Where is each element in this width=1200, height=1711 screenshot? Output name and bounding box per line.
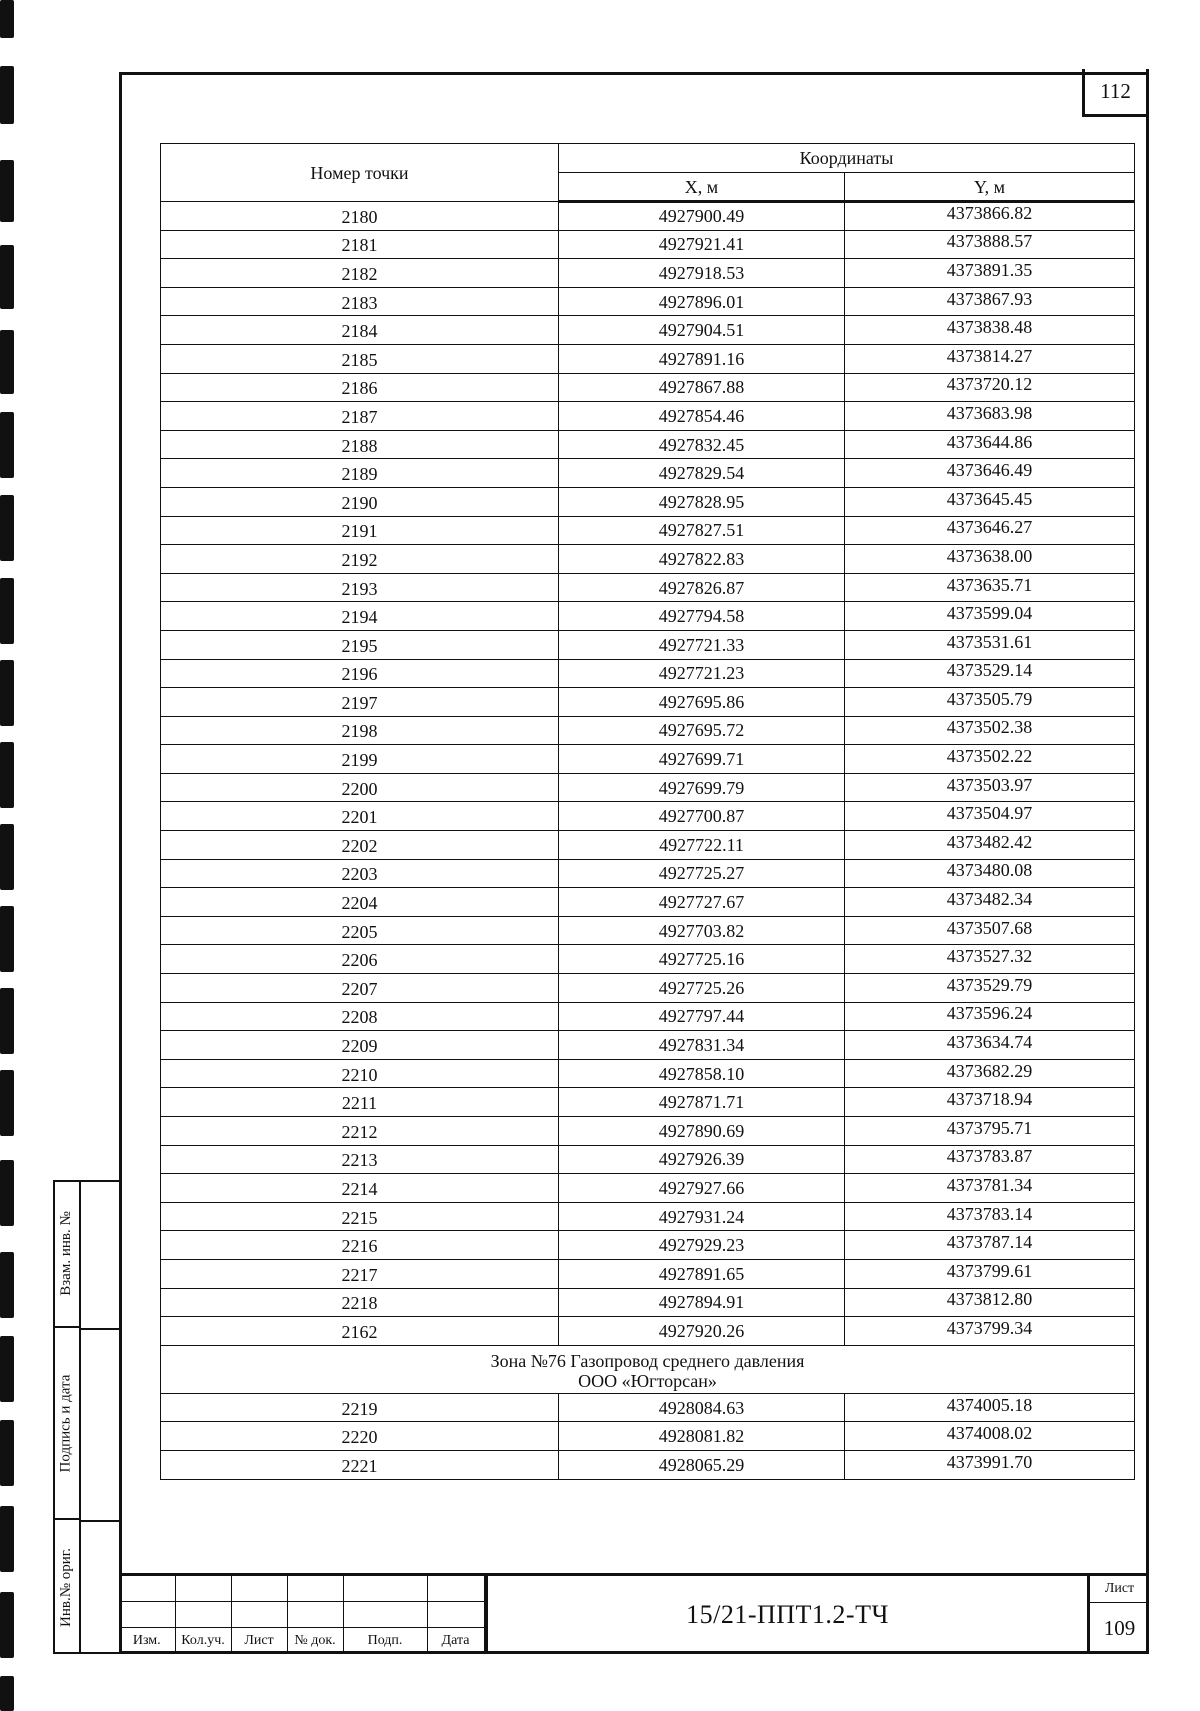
table-row — [161, 859, 1135, 888]
point-number-cell: 2214 — [161, 1174, 559, 1203]
y-coordinate-cell: 4373783.14 — [845, 1202, 1135, 1231]
y-coordinate-cell: 4373812.80 — [845, 1288, 1135, 1317]
x-coordinate-cell: 4927703.82 — [559, 916, 845, 945]
sheet-number: 109 — [1103, 1616, 1136, 1640]
point-number-cell: 2205 — [161, 916, 559, 945]
point-number-cell: 2194 — [161, 602, 559, 631]
point-number-cell: 2181 — [161, 230, 559, 259]
x-coordinate-cell: 4927829.54 — [559, 459, 845, 488]
x-coordinate-cell: 4927900.49 — [559, 202, 845, 231]
y-coordinate-cell: 4373644.86 — [845, 430, 1135, 459]
y-coordinate-cell: 4373787.14 — [845, 1231, 1135, 1260]
header-x: X, м — [559, 173, 845, 202]
x-coordinate-cell: 4927695.86 — [559, 688, 845, 717]
point-number-cell: 2218 — [161, 1288, 559, 1317]
point-number-cell: 2180 — [161, 202, 559, 231]
table-row — [161, 659, 1135, 688]
x-coordinate-cell: 4927926.39 — [559, 1145, 845, 1174]
point-number-cell: 2208 — [161, 1002, 559, 1031]
x-coordinate-cell: 4927831.34 — [559, 1031, 845, 1060]
x-coordinate-cell: 4927699.79 — [559, 773, 845, 802]
table-row — [161, 974, 1135, 1003]
x-coordinate-cell: 4927891.65 — [559, 1259, 845, 1288]
table-row — [161, 716, 1135, 745]
margin-original-inv — [53, 1520, 81, 1654]
sheet-label: Лист — [1090, 1576, 1149, 1603]
table-row — [161, 1117, 1135, 1146]
point-number-cell: 2207 — [161, 974, 559, 1003]
x-coordinate-cell: 4927725.27 — [559, 859, 845, 888]
table-row — [161, 1393, 1135, 1422]
title-block-grid — [119, 1576, 485, 1654]
point-number-cell: 2215 — [161, 1202, 559, 1231]
y-coordinate-cell: 4373529.79 — [845, 974, 1135, 1003]
point-number-cell: 2216 — [161, 1231, 559, 1260]
coordinates-table — [160, 143, 1135, 1480]
table-row — [161, 602, 1135, 631]
y-coordinate-cell: 4373531.61 — [845, 630, 1135, 659]
point-number-cell: 2209 — [161, 1031, 559, 1060]
table-row — [161, 1174, 1135, 1203]
point-number-cell: 2196 — [161, 659, 559, 688]
x-coordinate-cell: 4927927.66 — [559, 1174, 845, 1203]
y-coordinate-cell: 4373838.48 — [845, 316, 1135, 345]
table-row — [161, 459, 1135, 488]
header-coordinates: Координаты — [559, 144, 1135, 173]
x-coordinate-cell: 4927904.51 — [559, 316, 845, 345]
y-coordinate-cell: 4373646.49 — [845, 459, 1135, 488]
table-row — [161, 230, 1135, 259]
y-coordinate-cell: 4373529.14 — [845, 659, 1135, 688]
table-row — [161, 1088, 1135, 1117]
y-coordinate-cell: 4373891.35 — [845, 259, 1135, 288]
tb-col-izm: Изм. — [119, 1628, 175, 1655]
y-coordinate-cell: 4373795.71 — [845, 1117, 1135, 1146]
point-number-cell: 2191 — [161, 516, 559, 545]
table-row — [161, 888, 1135, 917]
x-coordinate-cell: 4927695.72 — [559, 716, 845, 745]
x-coordinate-cell: 4927822.83 — [559, 545, 845, 574]
table-row — [161, 1002, 1135, 1031]
y-coordinate-cell: 4373781.34 — [845, 1174, 1135, 1203]
y-coordinate-cell: 4373634.74 — [845, 1031, 1135, 1060]
table-row — [161, 573, 1135, 602]
y-coordinate-cell: 4373502.22 — [845, 745, 1135, 774]
x-coordinate-cell: 4927722.11 — [559, 831, 845, 860]
y-coordinate-cell: 4373596.24 — [845, 1002, 1135, 1031]
y-coordinate-cell: 4373682.29 — [845, 1059, 1135, 1088]
y-coordinate-cell: 4373646.27 — [845, 516, 1135, 545]
x-coordinate-cell: 4927828.95 — [559, 487, 845, 516]
point-number-cell: 2199 — [161, 745, 559, 774]
point-number-cell: 2202 — [161, 831, 559, 860]
point-number-cell: 2198 — [161, 716, 559, 745]
table-row — [161, 259, 1135, 288]
table-row — [161, 202, 1135, 231]
tb-col-data: Дата — [427, 1628, 484, 1655]
table-row — [161, 287, 1135, 316]
margin-replacement-inv — [53, 1180, 81, 1328]
x-coordinate-cell: 4927727.67 — [559, 888, 845, 917]
x-coordinate-cell: 4927894.91 — [559, 1288, 845, 1317]
y-coordinate-cell: 4373799.34 — [845, 1317, 1135, 1346]
table-row — [161, 745, 1135, 774]
table-row — [161, 916, 1135, 945]
table-row — [161, 430, 1135, 459]
point-number-cell: 2187 — [161, 402, 559, 431]
x-coordinate-cell: 4927858.10 — [559, 1059, 845, 1088]
x-coordinate-cell: 4927826.87 — [559, 573, 845, 602]
point-number-cell: 2219 — [161, 1393, 559, 1422]
table-row — [161, 1202, 1135, 1231]
title-block — [119, 1573, 1149, 1654]
y-coordinate-cell: 4373866.82 — [845, 202, 1135, 231]
point-number-cell: 2213 — [161, 1145, 559, 1174]
table-row — [161, 1317, 1135, 1346]
x-coordinate-cell: 4927700.87 — [559, 802, 845, 831]
point-number-cell: 2212 — [161, 1117, 559, 1146]
tb-col-kol-uch: Кол.уч. — [175, 1628, 231, 1655]
table-row — [161, 831, 1135, 860]
y-coordinate-cell: 4373635.71 — [845, 573, 1135, 602]
table-row — [161, 487, 1135, 516]
margin-original-inv-label: Инв.№ ориг. — [57, 1547, 74, 1627]
point-number-cell: 2183 — [161, 287, 559, 316]
x-coordinate-cell: 4928065.29 — [559, 1450, 845, 1479]
y-coordinate-cell: 4373991.70 — [845, 1450, 1135, 1479]
table-row — [161, 1145, 1135, 1174]
zone-title-line1: Зона №76 Газопровод среднего давления — [490, 1350, 805, 1371]
y-coordinate-cell: 4373503.97 — [845, 773, 1135, 802]
x-coordinate-cell: 4927794.58 — [559, 602, 845, 631]
margin-replacement-inv-label: Взам. инв. № — [57, 1210, 74, 1296]
table-row — [161, 316, 1135, 345]
table-row — [161, 1059, 1135, 1088]
y-coordinate-cell: 4373505.79 — [845, 688, 1135, 717]
point-number-cell: 2184 — [161, 316, 559, 345]
table-row — [161, 545, 1135, 574]
table-row — [161, 688, 1135, 717]
x-coordinate-cell: 4928081.82 — [559, 1422, 845, 1451]
table-row — [161, 373, 1135, 402]
x-coordinate-cell: 4927721.23 — [559, 659, 845, 688]
zone-title — [161, 1345, 1135, 1393]
x-coordinate-cell: 4927918.53 — [559, 259, 845, 288]
table-row — [161, 945, 1135, 974]
table-row — [161, 802, 1135, 831]
table-row — [161, 1450, 1135, 1479]
point-number-cell: 2221 — [161, 1450, 559, 1479]
point-number-cell: 2201 — [161, 802, 559, 831]
y-coordinate-cell: 4373527.32 — [845, 945, 1135, 974]
point-number-cell: 2206 — [161, 945, 559, 974]
zone-row — [161, 1345, 1135, 1393]
x-coordinate-cell: 4927867.88 — [559, 373, 845, 402]
x-coordinate-cell: 4927725.26 — [559, 974, 845, 1003]
y-coordinate-cell: 4373645.45 — [845, 487, 1135, 516]
point-number-cell: 2204 — [161, 888, 559, 917]
y-coordinate-cell: 4373718.94 — [845, 1088, 1135, 1117]
x-coordinate-cell: 4927931.24 — [559, 1202, 845, 1231]
y-coordinate-cell: 4373482.34 — [845, 888, 1135, 917]
x-coordinate-cell: 4927896.01 — [559, 287, 845, 316]
table-row — [161, 344, 1135, 373]
y-coordinate-cell: 4373867.93 — [845, 287, 1135, 316]
table-row — [161, 402, 1135, 431]
zone-title-line2: ООО «Югторсан» — [578, 1371, 717, 1392]
point-number-cell: 2162 — [161, 1317, 559, 1346]
y-coordinate-cell: 4373799.61 — [845, 1259, 1135, 1288]
x-coordinate-cell: 4927797.44 — [559, 1002, 845, 1031]
point-number-cell: 2203 — [161, 859, 559, 888]
y-coordinate-cell: 4373638.00 — [845, 545, 1135, 574]
y-coordinate-cell: 4373504.97 — [845, 802, 1135, 831]
y-coordinate-cell: 4373599.04 — [845, 602, 1135, 631]
x-coordinate-cell: 4927920.26 — [559, 1317, 845, 1346]
rows-before-zone — [161, 202, 1135, 1346]
y-coordinate-cell: 4373888.57 — [845, 230, 1135, 259]
table-row — [161, 773, 1135, 802]
point-number-cell: 2185 — [161, 344, 559, 373]
y-coordinate-cell: 4373502.38 — [845, 716, 1135, 745]
point-number-cell: 2182 — [161, 259, 559, 288]
point-number-cell: 2217 — [161, 1259, 559, 1288]
x-coordinate-cell: 4928084.63 — [559, 1393, 845, 1422]
margin-divider-1 — [81, 1328, 119, 1330]
point-number-cell: 2189 — [161, 459, 559, 488]
y-coordinate-cell: 4373683.98 — [845, 402, 1135, 431]
table-row — [161, 1259, 1135, 1288]
margin-divider-2 — [81, 1520, 119, 1522]
y-coordinate-cell: 4374008.02 — [845, 1422, 1135, 1451]
y-coordinate-cell: 4373720.12 — [845, 373, 1135, 402]
point-number-cell: 2188 — [161, 430, 559, 459]
x-coordinate-cell: 4927891.16 — [559, 344, 845, 373]
x-coordinate-cell: 4927921.41 — [559, 230, 845, 259]
table-row — [161, 1288, 1135, 1317]
point-number-cell: 2190 — [161, 487, 559, 516]
margin-signature-date-label: Подпись и дата — [57, 1374, 74, 1472]
x-coordinate-cell: 4927725.16 — [559, 945, 845, 974]
point-number-cell: 2200 — [161, 773, 559, 802]
x-coordinate-cell: 4927832.45 — [559, 430, 845, 459]
table-row — [161, 630, 1135, 659]
y-coordinate-cell: 4373507.68 — [845, 916, 1135, 945]
margin-signature-date — [53, 1328, 81, 1520]
header-point-number: Номер точки — [161, 144, 559, 202]
table-row — [161, 1422, 1135, 1451]
point-number-cell: 2193 — [161, 573, 559, 602]
y-coordinate-cell: 4373814.27 — [845, 344, 1135, 373]
y-coordinate-cell: 4374005.18 — [845, 1393, 1135, 1422]
rows-after-zone — [161, 1393, 1135, 1479]
y-coordinate-cell: 4373482.42 — [845, 831, 1135, 860]
x-coordinate-cell: 4927871.71 — [559, 1088, 845, 1117]
table-row — [161, 1231, 1135, 1260]
point-number-cell: 2211 — [161, 1088, 559, 1117]
table-row — [161, 1031, 1135, 1060]
y-coordinate-cell: 4373783.87 — [845, 1145, 1135, 1174]
tb-col-list: Лист — [231, 1628, 287, 1655]
tb-col-podp: Подп. — [343, 1628, 427, 1655]
x-coordinate-cell: 4927929.23 — [559, 1231, 845, 1260]
x-coordinate-cell: 4927854.46 — [559, 402, 845, 431]
point-number-cell: 2186 — [161, 373, 559, 402]
point-number-cell: 2192 — [161, 545, 559, 574]
x-coordinate-cell: 4927827.51 — [559, 516, 845, 545]
point-number-cell: 2220 — [161, 1422, 559, 1451]
point-number-cell: 2210 — [161, 1059, 559, 1088]
point-number-cell: 2195 — [161, 630, 559, 659]
tb-col-doc-no: № док. — [287, 1628, 343, 1655]
x-coordinate-cell: 4927890.69 — [559, 1117, 845, 1146]
header-y: Y, м — [845, 173, 1135, 202]
y-coordinate-cell: 4373480.08 — [845, 859, 1135, 888]
page-number-top: 112 — [1082, 69, 1149, 117]
sheet-box — [1087, 1576, 1149, 1654]
table-row — [161, 516, 1135, 545]
x-coordinate-cell: 4927721.33 — [559, 630, 845, 659]
x-coordinate-cell: 4927699.71 — [559, 745, 845, 774]
document-code: 15/21-ППТ1.2-ТЧ — [485, 1576, 1087, 1654]
point-number-cell: 2197 — [161, 688, 559, 717]
